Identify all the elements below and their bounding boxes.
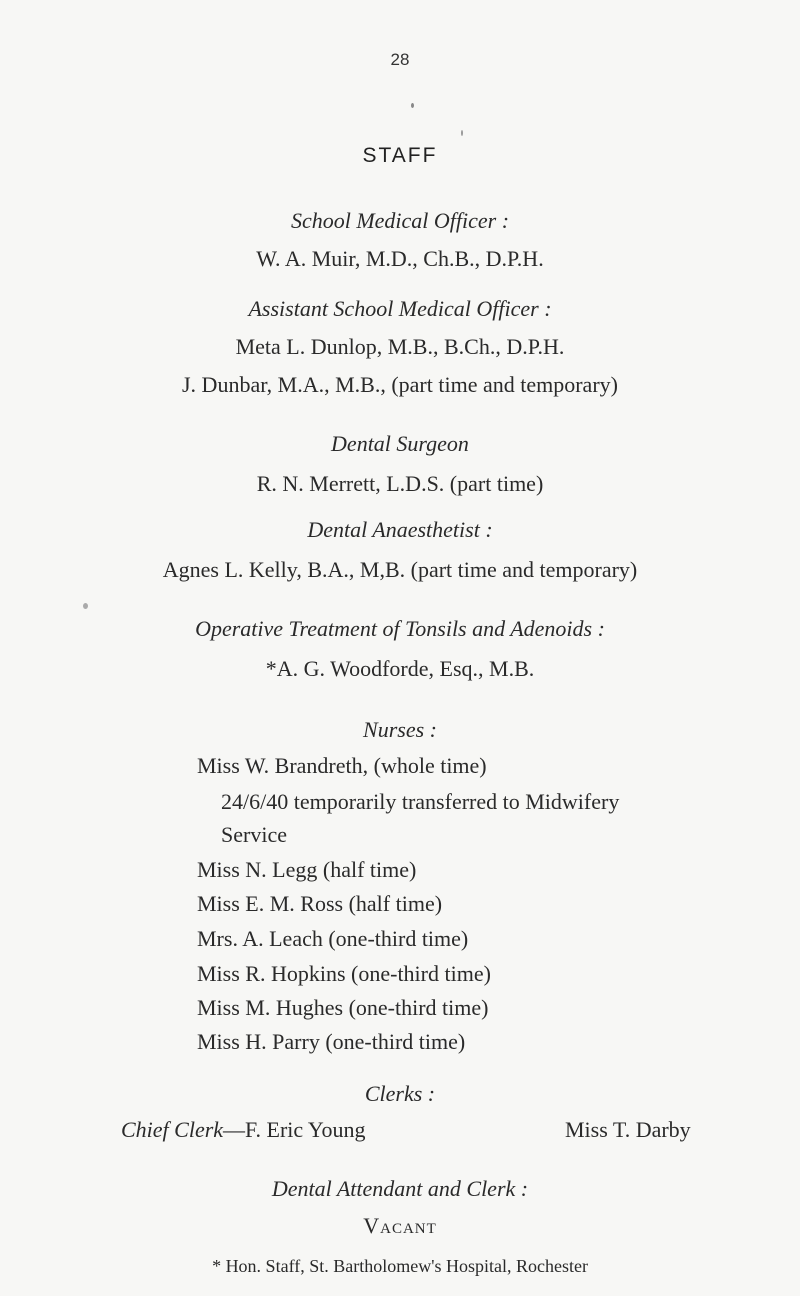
dental-surgeon-name: R. N. Merrett, L.D.S. (part time): [256, 471, 544, 496]
asmo-name-1: Meta L. Dunlop, M.B., B.Ch., D.P.H.: [235, 334, 565, 359]
print-speck: [411, 103, 414, 108]
print-speck: [83, 603, 88, 609]
nurse-line-4: Miss N. Legg (half time): [197, 857, 417, 882]
nurses-title: Nurses :: [363, 717, 437, 742]
asmo-title: Assistant School Medical Officer :: [248, 296, 552, 321]
footnote: * Hon. Staff, St. Bartholomew's Hospital, Rochester: [212, 1256, 588, 1276]
nurse-line-8: Miss M. Hughes (one-third time): [197, 995, 489, 1020]
operative-name: *A. G. Woodforde, Esq., M.B.: [265, 656, 535, 681]
dental-surgeon-title: Dental Surgeon: [331, 431, 469, 456]
smo-name: W. A. Muir, M.D., Ch.B., D.P.H.: [256, 246, 544, 271]
dental-anaesthetist-name: Agnes L. Kelly, B.A., M,B. (part time and temporary): [162, 557, 638, 582]
operative-title: Operative Treatment of Tonsils and Adenoids :: [195, 616, 605, 641]
dental-attendant-status: Vacant: [363, 1213, 437, 1238]
print-speck: [461, 130, 463, 136]
page-heading: STAFF: [362, 144, 438, 167]
nurse-line-1: Miss W. Brandreth, (whole time): [197, 753, 487, 778]
page-number: 28: [390, 50, 410, 69]
nurse-line-5: Miss E. M. Ross (half time): [197, 891, 443, 916]
nurse-line-3: Service: [221, 822, 287, 847]
chief-clerk-label: Chief Clerk: [121, 1117, 224, 1142]
clerks-title: Clerks :: [364, 1081, 436, 1106]
chief-clerk-name: —F. Eric Young: [223, 1117, 366, 1142]
chief-clerk-line: [121, 1117, 366, 1143]
dental-anaesthetist-title: Dental Anaesthetist :: [307, 517, 493, 542]
nurse-line-2: 24/6/40 temporarily transferred to Midwifery: [221, 789, 620, 814]
nurse-line-7: Miss R. Hopkins (one-third time): [197, 961, 491, 986]
dental-attendant-title: Dental Attendant and Clerk :: [271, 1176, 529, 1201]
smo-title: School Medical Officer :: [290, 208, 510, 233]
nurse-line-6: Mrs. A. Leach (one-third time): [197, 926, 469, 951]
asmo-name-2: J. Dunbar, M.A., M.B., (part time and temporary): [182, 372, 618, 397]
other-clerk-name: Miss T. Darby: [565, 1117, 691, 1142]
nurse-line-9: Miss H. Parry (one-third time): [197, 1029, 466, 1054]
